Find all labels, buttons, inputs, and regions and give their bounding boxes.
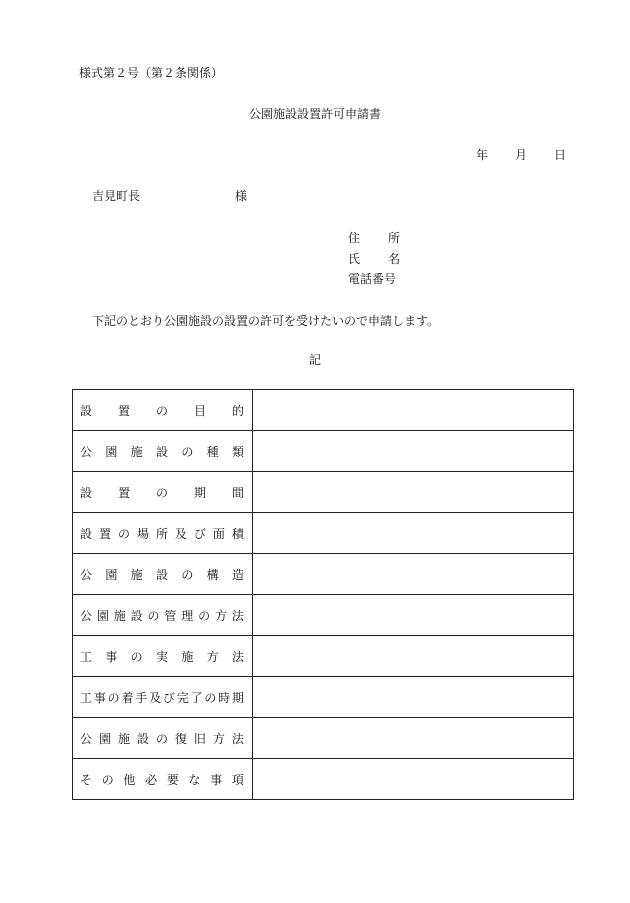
table-row (73, 554, 574, 595)
addressee-honorific: 様 (235, 189, 248, 203)
table-row (73, 677, 574, 718)
item-label: 工 事 の 着 手 及 び 完 了 の 時 期 (80, 690, 244, 705)
table-row (73, 390, 574, 431)
statement-text: 下記のとおり公園施設の設置の許可を受けたいので申請します。 (92, 314, 440, 328)
ki-heading: 記 (308, 353, 321, 367)
item-label-cell (73, 390, 253, 431)
item-value-field[interactable] (253, 636, 574, 677)
date-line (476, 148, 566, 162)
item-label-cell (73, 759, 253, 800)
application-items-table (72, 389, 574, 800)
item-label: 工 事 の 実 施 方 法 (80, 649, 244, 664)
item-value-field[interactable] (253, 472, 574, 513)
table-row (73, 513, 574, 554)
addressee-name: 吉見町長 (92, 189, 141, 203)
item-label: 公 園 施 設 の 復 旧 方 法 (80, 731, 244, 746)
item-value-field[interactable] (253, 718, 574, 759)
document-title: 公園施設設置許可申請書 (248, 107, 381, 121)
table-row (73, 431, 574, 472)
item-value-field[interactable] (253, 677, 574, 718)
item-value-field[interactable] (253, 390, 574, 431)
item-label: 設 置 の 期 間 (80, 485, 244, 500)
table-row (73, 595, 574, 636)
applicant-phone-label: 電話番号 (348, 272, 397, 286)
table-row (73, 759, 574, 800)
date-month-label: 月 (515, 148, 528, 162)
date-year-label: 年 (476, 148, 489, 162)
item-label-cell (73, 513, 253, 554)
item-label: そ の 他 必 要 な 事 項 (80, 772, 244, 787)
item-label: 公 園 施 設 の 管 理 の 方 法 (80, 608, 244, 623)
item-label-cell (73, 554, 253, 595)
addressee (92, 189, 247, 203)
item-value-field[interactable] (253, 595, 574, 636)
item-value-field[interactable] (253, 513, 574, 554)
date-day-label: 日 (554, 148, 567, 162)
table-row (73, 718, 574, 759)
item-value-field[interactable] (253, 431, 574, 472)
item-label: 設 置 の 目 的 (80, 403, 244, 418)
item-label-cell (73, 677, 253, 718)
item-label-cell (73, 595, 253, 636)
table-row (73, 472, 574, 513)
item-label-cell (73, 472, 253, 513)
form-number: 様式第２号（第２条関係） (79, 66, 224, 80)
applicant-address-label: 住 所 (348, 231, 400, 245)
item-label-cell (73, 636, 253, 677)
item-label: 設 置 の 場 所 及 び 面 積 (80, 526, 244, 541)
item-label-cell (73, 718, 253, 759)
item-value-field[interactable] (253, 554, 574, 595)
item-value-field[interactable] (253, 759, 574, 800)
applicant-name-label: 氏 名 (348, 252, 400, 266)
table-row (73, 636, 574, 677)
item-label: 公 園 施 設 の 種 類 (80, 444, 244, 459)
item-label-cell (73, 431, 253, 472)
item-label: 公 園 施 設 の 構 造 (80, 567, 244, 582)
